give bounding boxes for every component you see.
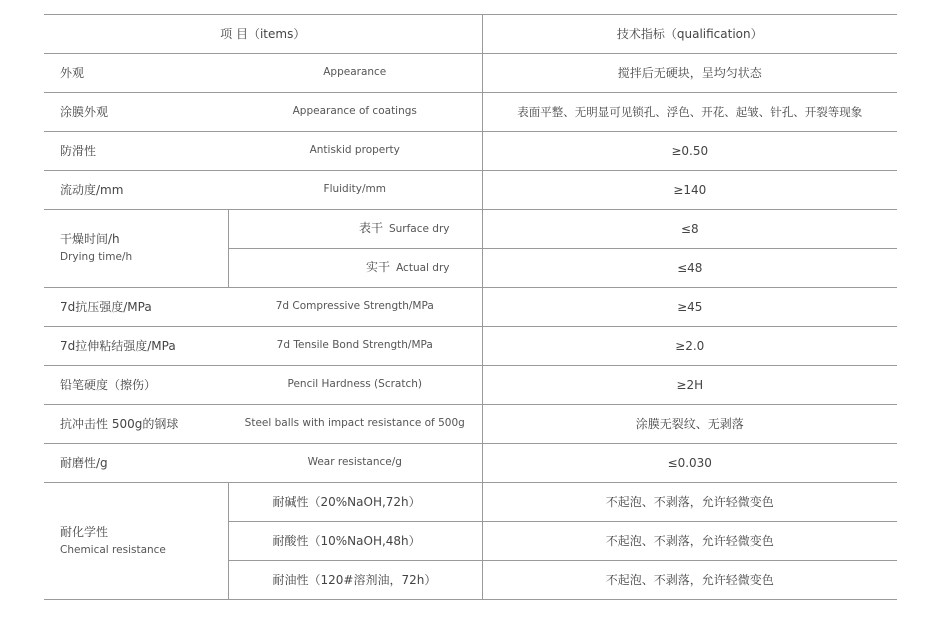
row-value: ≥2H: [482, 366, 897, 405]
row-label-zh: 7d抗压强度/MPa: [44, 288, 228, 327]
chem-item-label: 耐碱性（20%NaOH,72h）: [228, 483, 482, 522]
actual-dry-value: ≤48: [482, 249, 897, 288]
row-value: ≥2.0: [482, 327, 897, 366]
chem-item-label: 耐酸性（10%NaOH,48h）: [228, 522, 482, 561]
row-label-en: Wear resistance/g: [228, 444, 482, 483]
row-value: ≥45: [482, 288, 897, 327]
row-label-en: Appearance: [228, 54, 482, 93]
row-label-zh: 耐磨性/g: [44, 444, 228, 483]
row-value: ≤0.030: [482, 444, 897, 483]
chem-item-value: 不起泡、不剥落，允许轻微变色: [482, 522, 897, 561]
table-row-wear: [44, 444, 897, 483]
table-row-tensile: [44, 327, 897, 366]
row-value: 搅拌后无硬块，呈均匀状态: [482, 54, 897, 93]
surface-dry-en: Surface dry: [388, 223, 450, 236]
surface-dry-zh: 表干: [358, 221, 383, 236]
surface-dry-label: [228, 210, 482, 249]
row-label-en: Antiskid property: [228, 132, 482, 171]
table-row-impact: [44, 405, 897, 444]
row-label-zh: 涂膜外观: [44, 93, 228, 132]
chemical-label-zh: 耐化学性: [60, 524, 109, 539]
row-label-zh: 铅笔硬度（擦伤）: [44, 366, 228, 405]
drying-label-en: Drying time/h: [60, 251, 133, 264]
header-qualification: 技术指标（qualification）: [482, 15, 897, 54]
drying-time-label: [44, 210, 228, 288]
row-label-zh: 7d拉伸粘结强度/MPa: [44, 327, 228, 366]
row-label-zh: 外观: [44, 54, 228, 93]
drying-label-zh: 干燥时间/h: [60, 232, 120, 247]
table-row-pencil-hardness: [44, 366, 897, 405]
actual-dry-zh: 实干: [366, 260, 391, 275]
chem-item-value: 不起泡、不剥落，允许轻微变色: [482, 561, 897, 600]
row-label-zh: 流动度/mm: [44, 171, 228, 210]
surface-dry-value: ≤8: [482, 210, 897, 249]
table-row-appearance: [44, 54, 897, 93]
row-label-zh: 抗冲击性 500g的钢球: [44, 405, 228, 444]
row-label-en: Fluidity/mm: [228, 171, 482, 210]
spec-table: [44, 14, 897, 600]
row-label-en: Steel balls with impact resistance of 500g: [228, 405, 482, 444]
header-items: 项 目（items）: [44, 15, 482, 54]
table-row-drying-surface: [44, 210, 897, 249]
row-label-en: 7d Compressive Strength/MPa: [228, 288, 482, 327]
actual-dry-en: Actual dry: [396, 262, 450, 275]
table-row-coating-appearance: [44, 93, 897, 132]
row-value: ≥140: [482, 171, 897, 210]
row-value: 表面平整、无明显可见锁孔、浮色、开花、起皱、针孔、开裂等现象: [482, 93, 897, 132]
row-label-zh: 防滑性: [44, 132, 228, 171]
table-row-compressive: [44, 288, 897, 327]
actual-dry-label: [228, 249, 482, 288]
row-label-en: 7d Tensile Bond Strength/MPa: [228, 327, 482, 366]
chemical-label-en: Chemical resistance: [60, 543, 166, 556]
chemical-resistance-label: [44, 483, 228, 600]
header-row: [44, 15, 897, 54]
table-row-fluidity: [44, 171, 897, 210]
row-value: ≥0.50: [482, 132, 897, 171]
row-label-en: Pencil Hardness (Scratch): [228, 366, 482, 405]
row-label-en: Appearance of coatings: [228, 93, 482, 132]
chem-item-label: 耐油性（120#溶剂油，72h）: [228, 561, 482, 600]
table-row-antiskid: [44, 132, 897, 171]
row-value: 涂膜无裂纹、无剥落: [482, 405, 897, 444]
chem-item-value: 不起泡、不剥落，允许轻微变色: [482, 483, 897, 522]
table-row-chem-alkali: [44, 483, 897, 522]
